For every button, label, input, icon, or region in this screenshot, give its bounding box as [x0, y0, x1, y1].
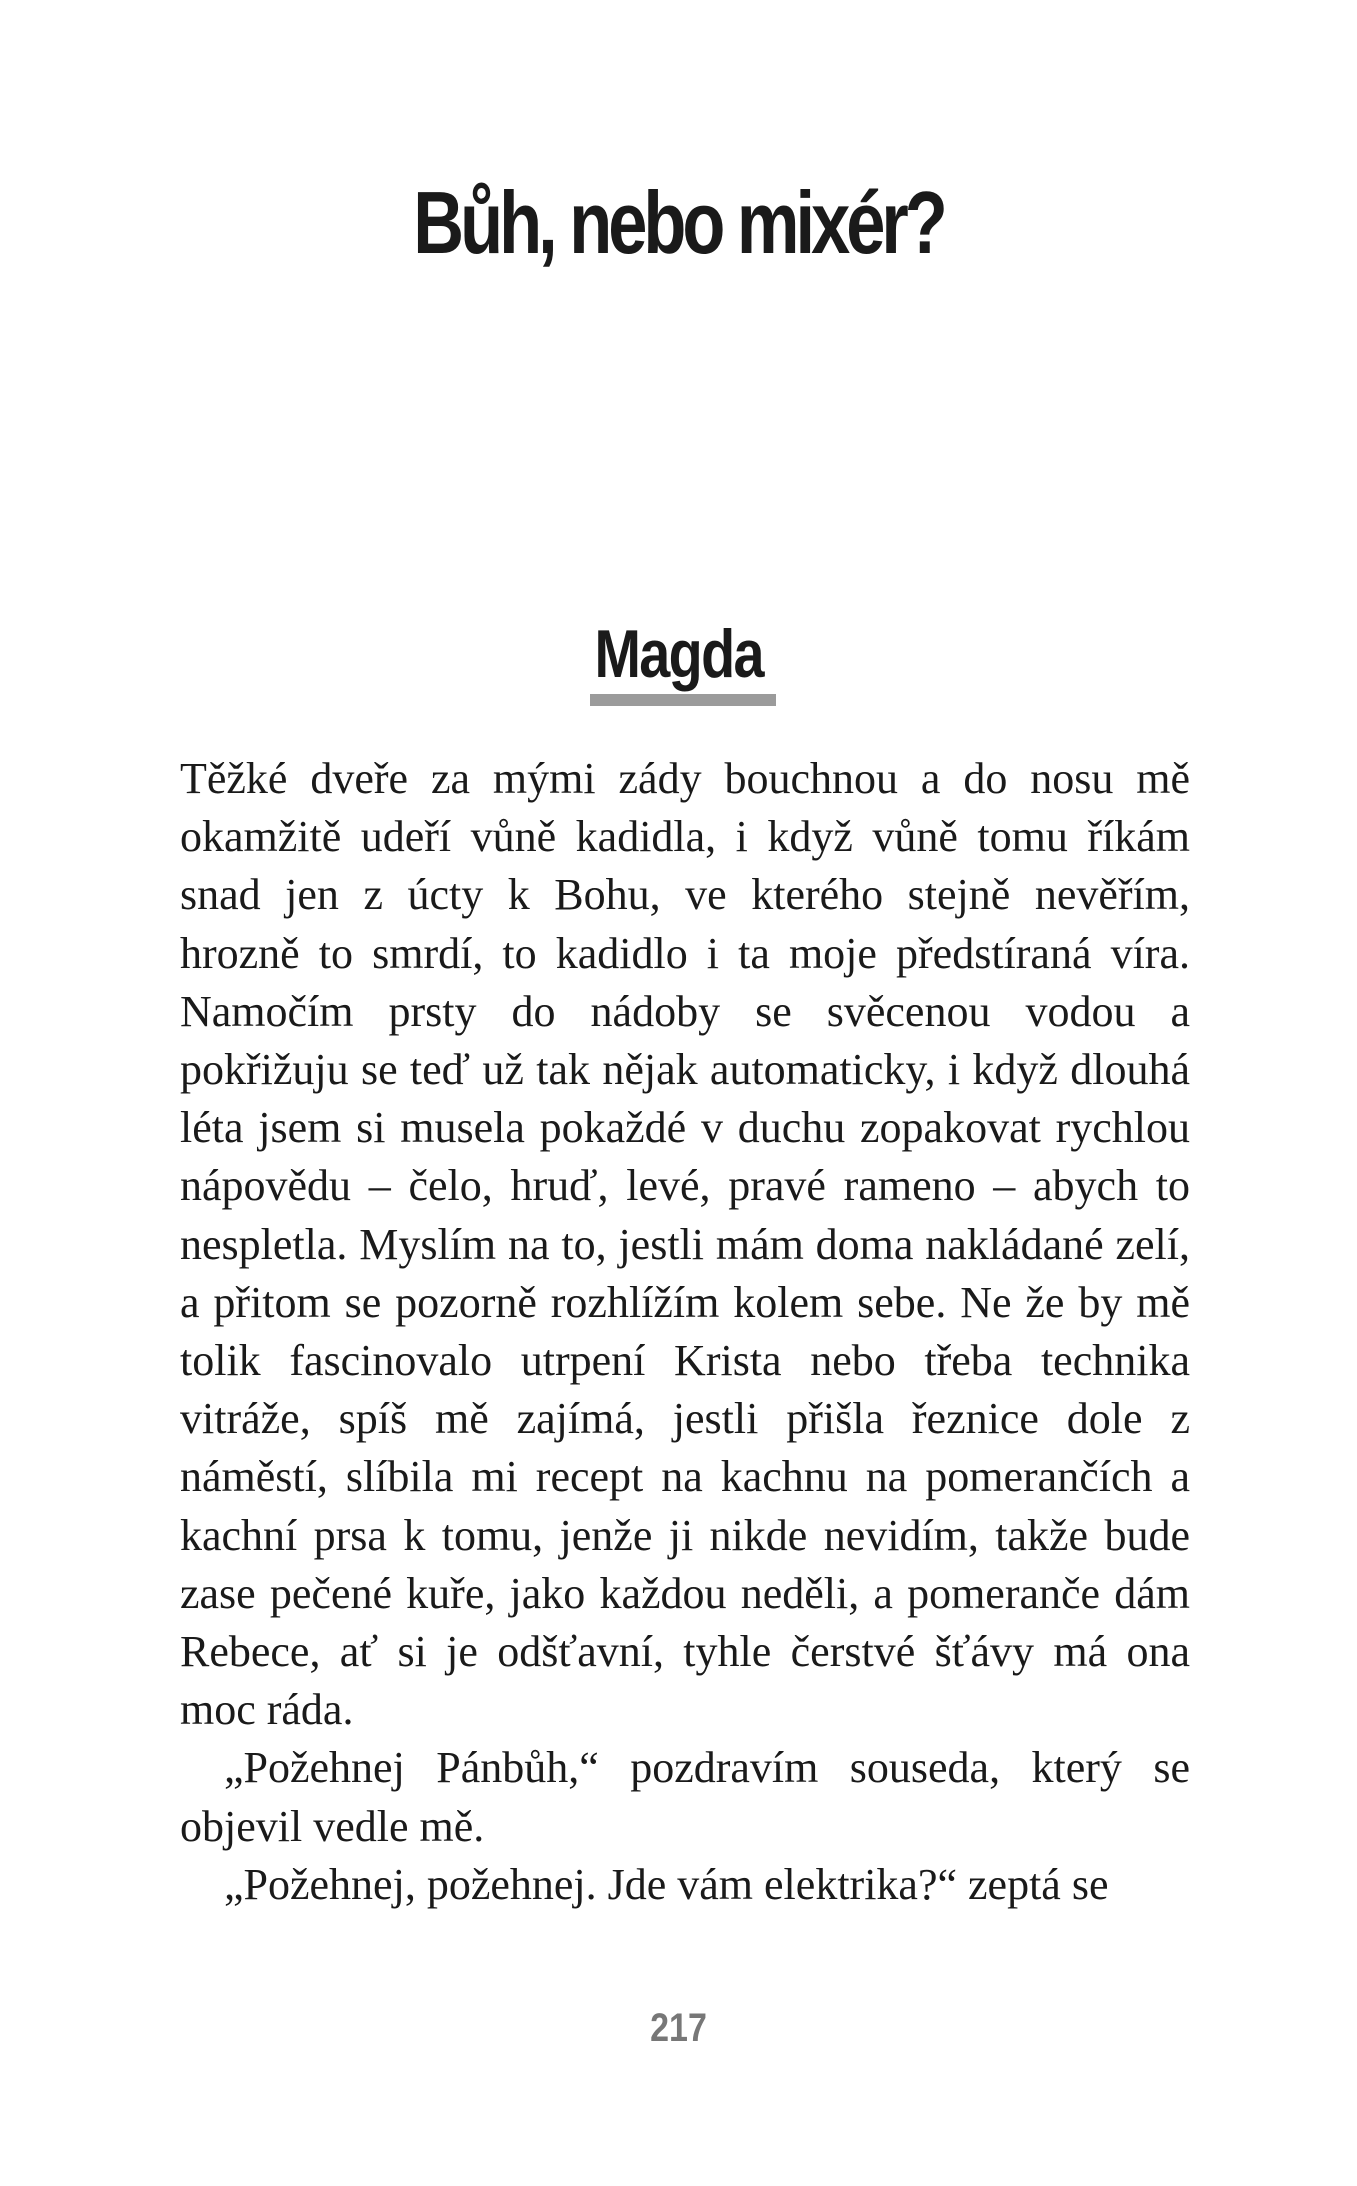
section-heading-container	[0, 614, 1357, 694]
paragraph: „Požehnej, požehnej. Jde vám elektrika?“ zeptá se	[224, 1859, 1109, 1909]
section-heading: Magda	[594, 616, 763, 692]
chapter-title: Bůh, nebo mixér?	[413, 173, 944, 272]
paragraph: „Požehnej Pánbůh,“ pozdravím souseda, který se objevil vedle mě.	[180, 1743, 1190, 1851]
section-heading-underline	[590, 694, 776, 706]
page-number: 217	[650, 2006, 707, 2050]
body-text	[180, 750, 1190, 1914]
paragraph: Těžké dveře za mými zády bouchnou a do nosu mě okamžitě udeří vůně kadidla, i když vůně tomu říkám snad jen z úcty k Bohu, ve kterého stejně nevěřím, hrozně to smrdí, to kadidlo i ta moje předstíraná víra. Namočím prsty do nádoby se svěcenou vodou a pokřižuju se teď už tak nějak automaticky, i když dlouhá léta jsem si musela pokaždé v duchu zopakovat rychlou nápovědu – čelo, hruď, levé, pravé rameno – abych to nespletla. Myslím na to, jestli mám doma nakládané zelí, a přitom se pozorně rozhlížím kolem sebe. Ne že by mě tolik fascinovalo utrpení Krista nebo třeba technika vitráže, spíš mě zajímá, jestli přišla řeznice dole z náměstí, slíbila mi recept na kachnu na pomerančích a kachní prsa k tomu, jenže ji nikde nevidím, takže bude zase pečené kuře, jako každou neděli, a pomeranče dám Rebece, ať si je odšťavní, tyhle čerstvé šťávy má ona moc ráda.	[180, 754, 1190, 1735]
